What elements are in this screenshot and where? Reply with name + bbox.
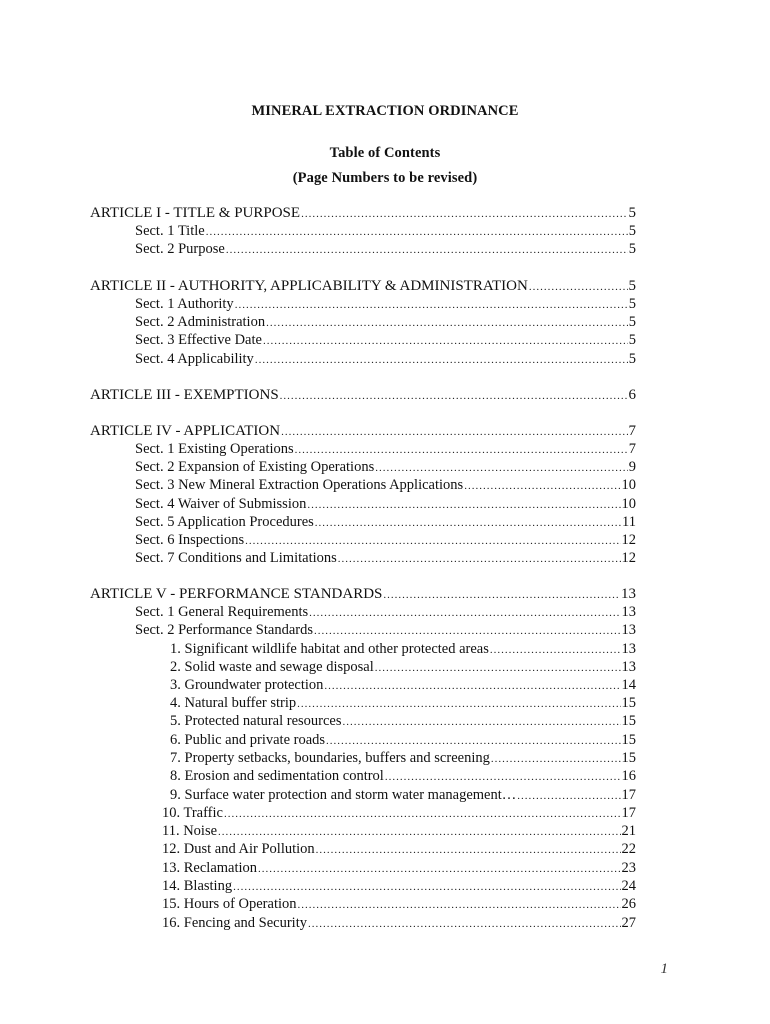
toc-entry-page: 16 <box>621 768 636 784</box>
toc-entry-label: Sect. 1 General Requirements <box>135 604 309 620</box>
toc-section-entry <box>135 549 636 567</box>
dot-leader <box>529 278 628 296</box>
toc-entry-label: 7. Property setbacks, boundaries, buffers and screening <box>170 750 490 766</box>
toc-subsection-entry <box>170 731 636 749</box>
toc-entry-page: 6 <box>628 387 636 403</box>
dot-leader <box>375 459 628 477</box>
toc-entry-page: 14 <box>621 677 636 693</box>
toc-entry-label: 12. Dust and Air Pollution <box>162 841 315 857</box>
toc-entry-page: 21 <box>621 823 636 839</box>
toc-entry-page: 5 <box>628 351 636 367</box>
dot-leader <box>308 915 621 933</box>
toc-section-entry <box>135 531 636 549</box>
toc-entry-page: 5 <box>628 223 636 239</box>
dot-leader <box>281 423 627 441</box>
toc-entry-label: 16. Fencing and Security <box>162 915 307 931</box>
dot-leader <box>343 713 621 731</box>
dot-leader <box>314 622 621 640</box>
toc-entry-label: Sect. 4 Applicability <box>135 351 254 367</box>
toc-entry-label: 14. Blasting <box>162 878 233 894</box>
toc-section-entry <box>135 313 636 331</box>
toc-entry-label: Sect. 6 Inspections <box>135 532 245 548</box>
toc-entry-label: Sect. 3 New Mineral Extraction Operations Applications <box>135 477 464 493</box>
toc-entry-label: 5. Protected natural resources <box>170 713 342 729</box>
toc-entry-label: 6. Public and private roads <box>170 732 326 748</box>
toc-subsection-entry <box>162 859 636 877</box>
toc-subsection-entry <box>170 658 636 676</box>
toc-entry-page: 15 <box>621 750 636 766</box>
toc-entry-label: 11. Noise <box>162 823 218 839</box>
toc-entry-label: ARTICLE II - AUTHORITY, APPLICABILITY & ADMINISTRATION <box>90 278 528 294</box>
toc-entry-label: Sect. 1 Existing Operations <box>135 441 294 457</box>
toc-subsection-entry <box>170 786 636 804</box>
toc-section-entry <box>135 350 636 368</box>
toc-entry-page: 27 <box>621 915 636 931</box>
toc-article-entry <box>90 585 636 603</box>
toc-entry-label: Sect. 5 Application Procedures <box>135 514 314 530</box>
toc-article-entry <box>90 204 636 222</box>
toc-subsection-entry <box>170 767 636 785</box>
dot-leader <box>295 441 628 459</box>
toc-entry-page: 5 <box>628 296 636 312</box>
toc-entry-label: Sect. 2 Administration <box>135 314 266 330</box>
toc-entry-page: 26 <box>621 896 636 912</box>
toc-article-entry <box>90 422 636 440</box>
toc-subsection-entry <box>162 895 636 913</box>
dot-leader <box>464 477 620 495</box>
page-number: 1 <box>660 961 668 977</box>
toc-subsection-entry <box>162 840 636 858</box>
toc-entry-label: Sect. 1 Title <box>135 223 205 239</box>
toc-entry-label: 13. Reclamation <box>162 860 258 876</box>
toc-entry-page: 5 <box>628 314 636 330</box>
toc-entry-page: 13 <box>621 604 636 620</box>
toc-subsection-entry <box>162 877 636 895</box>
toc-entry-page: 13 <box>621 622 636 638</box>
dot-leader <box>385 768 621 786</box>
toc-entry-label: Sect. 2 Purpose <box>135 241 225 257</box>
toc-entry-page: 22 <box>621 841 636 857</box>
toc-entry-page: 9 <box>628 459 636 475</box>
toc-section-entry <box>135 621 636 639</box>
toc-entry-label: 4. Natural buffer strip <box>170 695 297 711</box>
toc-entry-page: 7 <box>628 441 636 457</box>
dot-leader <box>226 241 628 259</box>
dot-leader <box>375 659 621 677</box>
toc-section-entry <box>135 295 636 313</box>
toc-entry-label: Sect. 3 Effective Date <box>135 332 262 348</box>
toc-entry-label: Sect. 4 Waiver of Submission <box>135 496 307 512</box>
toc-heading: Table of Contents <box>329 145 441 161</box>
toc-subsection-entry <box>162 914 636 932</box>
toc-section-entry <box>135 440 636 458</box>
toc-subsection-entry <box>170 712 636 730</box>
dot-leader <box>324 677 620 695</box>
toc-entry-label: 15. Hours of Operation <box>162 896 297 912</box>
document-title: MINERAL EXTRACTION ORDINANCE <box>251 103 519 119</box>
toc-entry-page: 12 <box>621 550 636 566</box>
toc-entry-page: 12 <box>621 532 636 548</box>
toc-entry-page: 13 <box>621 586 636 602</box>
dot-leader <box>383 586 620 604</box>
dot-leader <box>309 604 620 622</box>
toc-entry-label: Sect. 7 Conditions and Limitations <box>135 550 337 566</box>
toc-subsection-entry <box>170 694 636 712</box>
toc-entry-page: 23 <box>621 860 636 876</box>
toc-section-entry <box>135 513 636 531</box>
dot-leader <box>338 550 621 568</box>
toc-article-entry <box>90 277 636 295</box>
toc-entry-page: 24 <box>621 878 636 894</box>
toc-section-entry <box>135 458 636 476</box>
toc-section-entry <box>135 495 636 513</box>
dot-leader <box>307 496 620 514</box>
toc-subsection-entry <box>170 749 636 767</box>
toc-entry-page: 7 <box>628 423 636 439</box>
toc-entry-page: 15 <box>621 732 636 748</box>
toc-subsection-entry <box>170 676 636 694</box>
toc-entry-label: ARTICLE I - TITLE & PURPOSE <box>90 205 301 221</box>
toc-entry-page: 5 <box>628 241 636 257</box>
toc-entry-label: 8. Erosion and sedimentation control <box>170 768 384 784</box>
toc-entry-page: 17 <box>621 805 636 821</box>
toc-subheading: (Page Numbers to be revised) <box>292 170 478 186</box>
toc-subsection-entry <box>162 822 636 840</box>
toc-entry-label: ARTICLE III - EXEMPTIONS <box>90 387 279 403</box>
toc-section-entry <box>135 476 636 494</box>
toc-section-entry <box>135 331 636 349</box>
dot-leader <box>326 732 620 750</box>
toc-section-entry <box>135 603 636 621</box>
toc-entry-page: 5 <box>628 205 636 221</box>
toc-entry-page: 15 <box>621 713 636 729</box>
toc-entry-page: 15 <box>621 695 636 711</box>
toc-subsection-entry <box>170 640 636 658</box>
dot-leader <box>233 878 620 896</box>
dot-leader <box>255 351 628 369</box>
dot-leader <box>517 787 620 805</box>
toc-section-entry <box>135 240 636 258</box>
toc-entry-page: 10 <box>621 477 636 493</box>
toc-entry-page: 11 <box>622 514 636 530</box>
dot-leader <box>218 823 620 841</box>
toc-entry-page: 17 <box>621 787 636 803</box>
dot-leader <box>280 387 628 405</box>
toc-entry-label: Sect. 2 Expansion of Existing Operations <box>135 459 375 475</box>
toc-entry-label: 1. Significant wildlife habitat and other protected areas <box>170 641 489 657</box>
toc-entry-label: 10. Traffic <box>162 805 223 821</box>
toc-entry-label: 3. Groundwater protection <box>170 677 324 693</box>
toc-entry-label: ARTICLE IV - APPLICATION <box>90 423 281 439</box>
toc-section-entry <box>135 222 636 240</box>
dot-leader <box>315 514 621 532</box>
toc-entry-label: ARTICLE V - PERFORMANCE STANDARDS <box>90 586 383 602</box>
toc-entry-label: 2. Solid waste and sewage disposal <box>170 659 374 675</box>
dot-leader <box>491 750 621 768</box>
toc-entry-page: 10 <box>621 496 636 512</box>
dot-leader <box>301 205 627 223</box>
dot-leader <box>266 314 628 332</box>
toc-entry-label: Sect. 1 Authority <box>135 296 234 312</box>
toc-article-entry <box>90 386 636 404</box>
dot-leader <box>298 896 621 914</box>
dot-leader <box>224 805 621 823</box>
dot-leader <box>297 695 620 713</box>
toc-entry-label: Sect. 2 Performance Standards <box>135 622 313 638</box>
toc-entry-page: 13 <box>621 641 636 657</box>
dot-leader <box>245 532 620 550</box>
dot-leader <box>235 296 628 314</box>
toc-entry-page: 13 <box>621 659 636 675</box>
toc-entry-page: 5 <box>628 278 636 294</box>
dot-leader <box>258 860 620 878</box>
dot-leader <box>206 223 628 241</box>
dot-leader <box>490 641 621 659</box>
dot-leader <box>263 332 628 350</box>
toc-entry-page: 5 <box>628 332 636 348</box>
dot-leader <box>316 841 621 859</box>
toc-subsection-entry <box>162 804 636 822</box>
toc-entry-label: 9. Surface water protection and storm water management… <box>170 787 517 803</box>
